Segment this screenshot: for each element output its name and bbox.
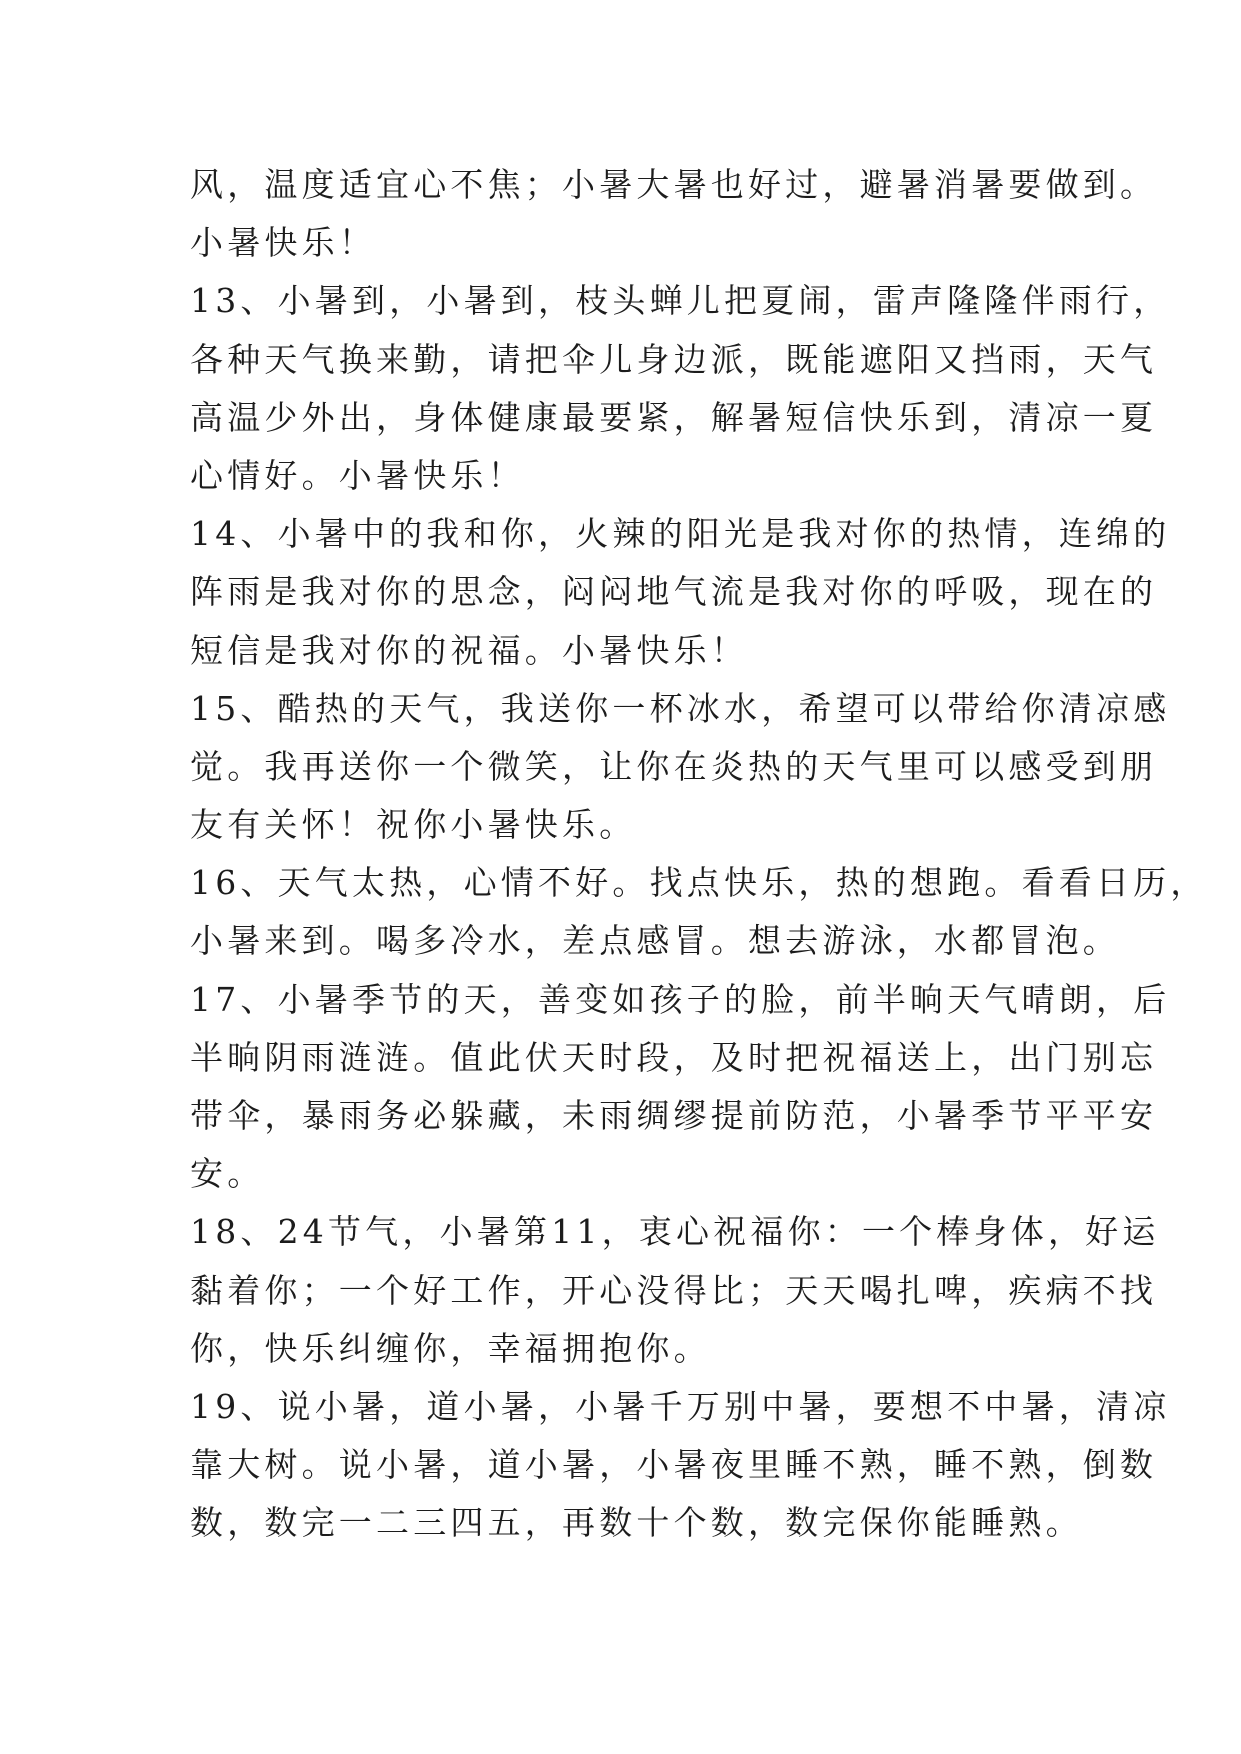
text-line: 觉。我再送你一个微笑，让你在炎热的天气里可以感受到朋 (190, 746, 1158, 786)
document-body (190, 156, 1208, 1553)
text-line: 各种天气换来勤，请把伞儿身边派，既能遮阳又挡雨，天气 (190, 339, 1158, 379)
text-line: 阵雨是我对你的思念，闷闷地气流是我对你的呼吸，现在的 (190, 572, 1158, 612)
text-line: 18、24节气，小暑第11，衷心祝福你：一个棒身体，好运 (190, 1212, 1160, 1252)
text-line: 数，数完一二三四五，再数十个数，数完保你能睡熟。 (190, 1503, 1083, 1543)
text-line: 19、说小暑，道小暑，小暑千万别中暑，要想不中暑，清凉 (190, 1386, 1171, 1426)
text-line: 13、小暑到，小暑到，枝头蝉儿把夏闹，雷声隆隆伴雨行， (190, 281, 1171, 321)
text-line: 风，温度适宜心不焦；小暑大暑也好过，避暑消暑要做到。 (190, 165, 1158, 204)
text-line: 小暑快乐！ (190, 223, 376, 263)
text-line: 安。 (190, 1154, 265, 1194)
text-line: 15、酷热的天气，我送你一杯冰水，希望可以带给你清凉感 (190, 688, 1171, 728)
text-line: 黏着你；一个好工作，开心没得比；天天喝扎啤，疾病不找 (190, 1270, 1158, 1310)
text-line: 带伞，暴雨务必躲藏，未雨绸缪提前防范，小暑季节平平安 (190, 1096, 1158, 1135)
text-line: 靠大树。说小暑，道小暑，小暑夜里睡不熟，睡不熟，倒数 (190, 1445, 1158, 1485)
text-line: 心情好。小暑快乐！ (190, 455, 525, 495)
text-line: 14、小暑中的我和你，火辣的阳光是我对你的热情，连绵的 (190, 514, 1171, 554)
text-line: 小暑来到。喝多冷水，差点感冒。想去游泳，水都冒泡。 (190, 921, 1120, 961)
text-line: 友有关怀！祝你小暑快乐。 (190, 805, 637, 845)
text-line: 17、小暑季节的天，善变如孩子的脸，前半晌天气晴朗，后 (190, 979, 1171, 1019)
text-line: 短信是我对你的祝福。小暑快乐！ (190, 630, 748, 670)
text-line: 高温少外出，身体健康最要紧，解暑短信快乐到，清凉一夏 (190, 397, 1158, 437)
text-line: 半晌阴雨涟涟。值此伏天时段，及时把祝福送上，出门别忘 (190, 1037, 1158, 1077)
text-line: 你，快乐纠缠你，幸福拥抱你。 (190, 1328, 711, 1368)
text-line: 16、天气太热，心情不好。找点快乐，热的想跑。看看日历， (190, 863, 1208, 903)
